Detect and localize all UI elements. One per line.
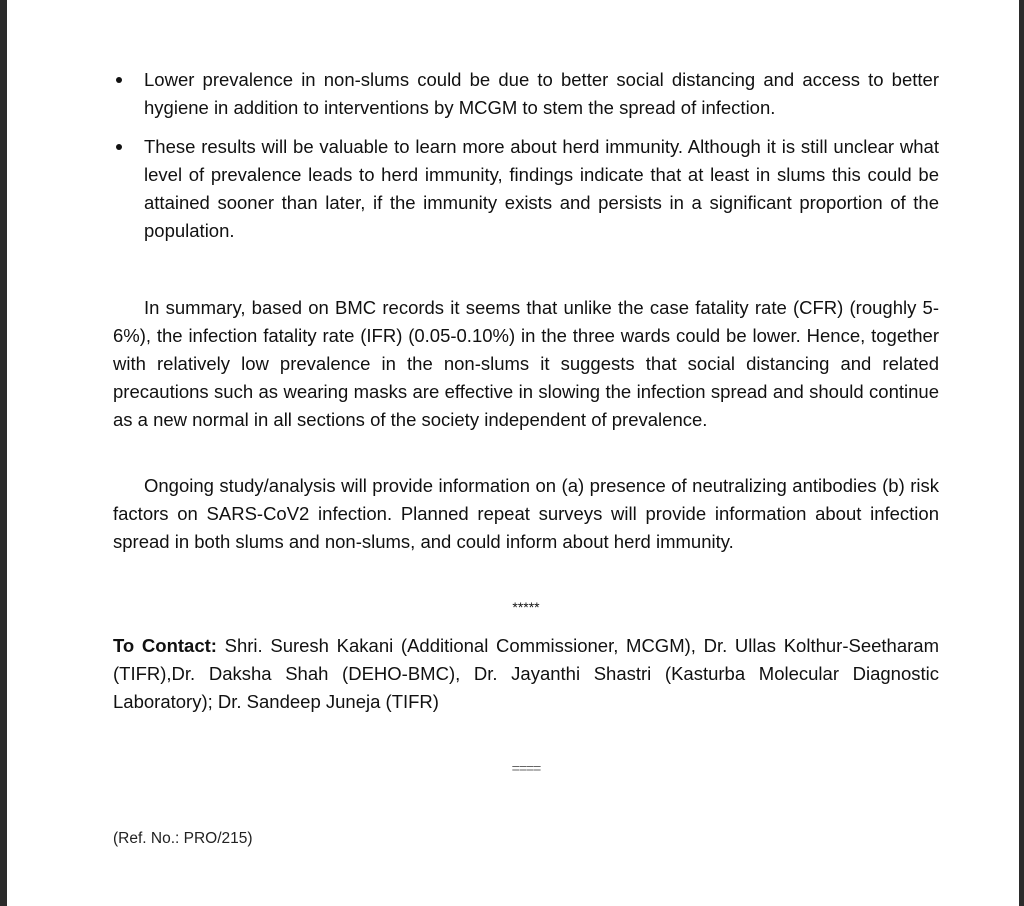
contact-paragraph	[113, 632, 939, 716]
summary-paragraph: In summary, based on BMC records it seems that unlike the case fatality rate (CFR) (roughly 5-6%), the infection fatality rate (IFR) (0.05-0.10%) in the three wards could be lower. Hence, together with relatively low prevalence in the non-slums it suggests that social distancing and related precautions such as wearing masks are effective in slowing the infection spread and should continue as a new normal in all sections of the society independent of prevalence.	[113, 297, 939, 430]
window-edge-right	[1019, 0, 1024, 906]
bullet-item	[113, 133, 939, 245]
bullet-dot-icon	[116, 77, 122, 83]
bullet-text: Lower prevalence in non-slums could be due to better social distancing and access to better hygiene in addition to interventions by MCGM to stem the spread of infection.	[144, 69, 939, 118]
ongoing-study-paragraph: Ongoing study/analysis will provide information on (a) presence of neutralizing antibodies (b) risk factors on SARS-CoV2 infection. Planned repeat surveys will provide information about infection spread in both slums and non-slums, and could inform about herd immunity.	[113, 475, 939, 552]
bullet-item	[113, 66, 939, 122]
reference-number: (Ref. No.: PRO/215)	[113, 830, 253, 847]
contact-label: To Contact:	[113, 635, 217, 656]
bullet-text: These results will be valuable to learn more about herd immunity. Although it is still unclear what level of prevalence leads to herd immunity, findings indicate that at least in slums this could be attained sooner than later, if the immunity exists and persists in a significant proportion of the population.	[144, 136, 939, 241]
contact-text: Shri. Suresh Kakani (Additional Commissioner, MCGM), Dr. Ullas Kolthur-Seetharam (TIFR),Dr. Daksha Shah (DEHO-BMC), Dr. Jayanthi Shastri (Kasturba Molecular Diagnostic Laboratory); Dr. Sandeep Juneja (TIFR)	[113, 635, 939, 712]
window-edge-left	[0, 0, 7, 906]
document-page	[7, 0, 1019, 906]
end-mark: ====	[511, 760, 541, 776]
bullet-list	[113, 66, 939, 256]
bullet-dot-icon	[116, 144, 122, 150]
section-separator: *****	[512, 599, 540, 615]
